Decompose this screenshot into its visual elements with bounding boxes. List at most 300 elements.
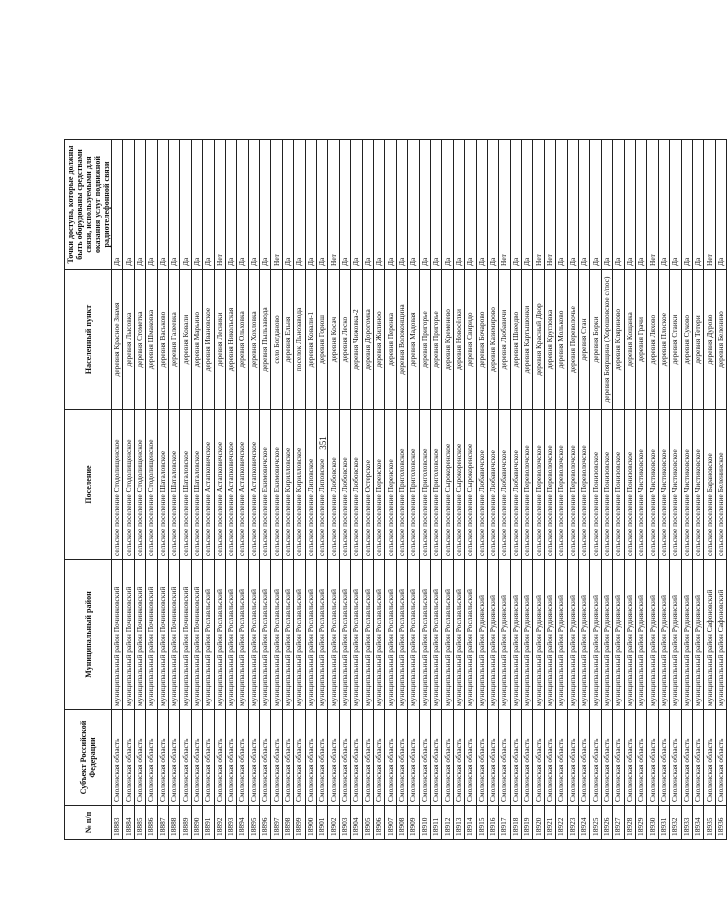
cell-district: муниципальный район Руднянский: [579, 560, 590, 710]
cell-number: 18903: [339, 806, 350, 840]
cell-subject: Смоленская область: [305, 710, 316, 806]
cell-settlement: сельское поселение Перенское: [385, 410, 396, 560]
cell-locality: деревня Галеевка: [168, 270, 179, 410]
cell-access-point: Да: [579, 140, 590, 270]
cell-district: муниципальный район Рославльский: [430, 560, 441, 710]
cell-locality: деревня Перенка: [385, 270, 396, 410]
cell-subject: Смоленская область: [351, 710, 362, 806]
cell-number: 18886: [146, 806, 157, 840]
cell-subject: Смоленская область: [635, 710, 646, 806]
table-row: [567, 140, 578, 840]
cell-locality: деревня Пригорье: [419, 270, 430, 410]
table-row: [635, 140, 646, 840]
table-row: [647, 140, 658, 840]
cell-locality: село Богданово: [271, 270, 282, 410]
cell-locality: деревня Волоконщина: [396, 270, 407, 410]
cell-access-point: Да: [180, 140, 191, 270]
table-row: [704, 140, 715, 840]
cell-district: муниципальный район Рославльский: [214, 560, 225, 710]
cell-subject: Смоленская область: [328, 710, 339, 806]
cell-number: 18918: [510, 806, 521, 840]
cell-settlement: сельское поселение Любавичское: [487, 410, 498, 560]
table-row: [294, 140, 305, 840]
cell-subject: Смоленская область: [112, 710, 123, 806]
cell-district: муниципальный район Рославльский: [408, 560, 419, 710]
cell-access-point: Да: [168, 140, 179, 270]
table-row: [590, 140, 601, 840]
table-row: [692, 140, 703, 840]
table-row: [385, 140, 396, 840]
table-row: [658, 140, 669, 840]
cell-number: 18902: [328, 806, 339, 840]
cell-subject: Смоленская область: [123, 710, 134, 806]
cell-number: 18900: [305, 806, 316, 840]
cell-settlement: сельское поселение Остерское: [362, 410, 373, 560]
cell-locality: деревня Шмаковка: [146, 270, 157, 410]
cell-district: муниципальный район Руднянский: [567, 560, 578, 710]
cell-settlement: сельское поселение Стодолищенское: [146, 410, 157, 560]
table-row: [225, 140, 236, 840]
cell-access-point: Да: [453, 140, 464, 270]
cell-settlement: сельское поселение Липовское: [317, 410, 328, 560]
cell-access-point: Да: [237, 140, 248, 270]
cell-settlement: сельское поселение Сырокоренское: [465, 410, 476, 560]
cell-locality: деревня Марьино: [191, 270, 202, 410]
cell-district: муниципальный район Рославльский: [328, 560, 339, 710]
cell-subject: Смоленская область: [271, 710, 282, 806]
cell-subject: Смоленская область: [339, 710, 350, 806]
table-body: [112, 140, 727, 840]
table-row: [123, 140, 134, 840]
cell-subject: Смоленская область: [294, 710, 305, 806]
cell-settlement: сельское поселение Стодолищенское: [123, 410, 134, 560]
table-row: [476, 140, 487, 840]
cell-district: муниципальный район Руднянский: [533, 560, 544, 710]
cell-locality: деревня Васьково: [157, 270, 168, 410]
cell-settlement: сельское поселение Беленинское: [715, 410, 726, 560]
cell-subject: Смоленская область: [692, 710, 703, 806]
cell-access-point: Да: [522, 140, 533, 270]
cell-district: муниципальный район Рославльский: [294, 560, 305, 710]
cell-number: 18923: [567, 806, 578, 840]
cell-district: муниципальный район Рославльский: [248, 560, 259, 710]
cell-number: 18927: [613, 806, 624, 840]
page-number: 351: [317, 436, 328, 450]
cell-district: муниципальный район Сафоновский: [715, 560, 726, 710]
table-row: [362, 140, 373, 840]
cell-subject: Смоленская область: [522, 710, 533, 806]
cell-access-point: Да: [556, 140, 567, 270]
cell-access-point: Да: [670, 140, 681, 270]
cell-access-point: Да: [146, 140, 157, 270]
cell-access-point: Да: [396, 140, 407, 270]
cell-locality: деревня Косач: [328, 270, 339, 410]
cell-locality: деревня Грачи: [635, 270, 646, 410]
cell-subject: Смоленская область: [476, 710, 487, 806]
cell-subject: Смоленская область: [282, 710, 293, 806]
table-row: [305, 140, 316, 840]
cell-number: 18920: [533, 806, 544, 840]
cell-settlement: сельское поселение Переволочское: [556, 410, 567, 560]
cell-access-point: Да: [248, 140, 259, 270]
cell-number: 18926: [601, 806, 612, 840]
cell-subject: Смоленская область: [533, 710, 544, 806]
cell-access-point: Да: [225, 140, 236, 270]
cell-locality: деревня Лесники: [214, 270, 225, 410]
cell-access-point: Да: [419, 140, 430, 270]
cell-access-point: Да: [408, 140, 419, 270]
cell-district: муниципальный район Починковский: [146, 560, 157, 710]
cell-settlement: сельское поселение Екимовичское: [271, 410, 282, 560]
header-row: [65, 140, 112, 840]
cell-locality: деревня Стометка: [134, 270, 145, 410]
cell-access-point: Да: [510, 140, 521, 270]
settlements-table: [64, 139, 727, 840]
cell-subject: Смоленская область: [624, 710, 635, 806]
cell-number: 18935: [704, 806, 715, 840]
cell-number: 18921: [544, 806, 555, 840]
cell-locality: деревня Тетери: [692, 270, 703, 410]
cell-number: 18887: [157, 806, 168, 840]
cell-number: 18895: [248, 806, 259, 840]
cell-locality: поселок Льнозавода: [294, 270, 305, 410]
cell-district: муниципальный район Рославльский: [317, 560, 328, 710]
cell-access-point: Да: [465, 140, 476, 270]
cell-district: муниципальный район Руднянский: [681, 560, 692, 710]
cell-subject: Смоленская область: [168, 710, 179, 806]
cell-district: муниципальный район Руднянский: [544, 560, 555, 710]
cell-settlement: сельское поселение Астапковичское: [225, 410, 236, 560]
cell-subject: Смоленская область: [704, 710, 715, 806]
cell-settlement: сельское поселение Астапковичское: [248, 410, 259, 560]
cell-settlement: сельское поселение Переволочское: [533, 410, 544, 560]
cell-settlement: сельское поселение Сырокоренское: [442, 410, 453, 560]
cell-settlement: сельское поселение Приголовское: [396, 410, 407, 560]
cell-subject: Смоленская область: [453, 710, 464, 806]
cell-locality: деревня Красный Двор: [533, 270, 544, 410]
cell-settlement: сельское поселение Любовское: [351, 410, 362, 560]
cell-access-point: Да: [681, 140, 692, 270]
cell-settlement: сельское поселение Астапковичское: [203, 410, 214, 560]
cell-subject: Смоленская область: [419, 710, 430, 806]
cell-subject: Смоленская область: [613, 710, 624, 806]
cell-number: 18928: [624, 806, 635, 840]
table-row: [499, 140, 510, 840]
cell-number: 18914: [465, 806, 476, 840]
cell-access-point: Да: [362, 140, 373, 270]
cell-subject: Смоленская область: [248, 710, 259, 806]
cell-subject: Смоленская область: [487, 710, 498, 806]
cell-access-point: Да: [112, 140, 123, 270]
cell-number: 18934: [692, 806, 703, 840]
cell-number: 18925: [590, 806, 601, 840]
cell-locality: деревня Ивановское: [203, 270, 214, 410]
cell-settlement: сельское поселение Переволочское: [522, 410, 533, 560]
cell-settlement: сельское поселение Кирилловское: [294, 410, 305, 560]
cell-district: муниципальный район Сафоновский: [704, 560, 715, 710]
cell-settlement: сельское поселение Барановское: [704, 410, 715, 560]
cell-settlement: сельское поселение Шаталовское: [168, 410, 179, 560]
cell-access-point: Да: [715, 140, 726, 270]
table-row: [180, 140, 191, 840]
cell-district: муниципальный район Руднянский: [487, 560, 498, 710]
cell-number: 18885: [134, 806, 145, 840]
cell-access-point: Да: [487, 140, 498, 270]
cell-subject: Смоленская область: [134, 710, 145, 806]
header-settlement: Поселение: [65, 410, 112, 560]
cell-locality: деревня Пыльзавода: [260, 270, 271, 410]
cell-number: 18894: [237, 806, 248, 840]
cell-access-point: Нет: [328, 140, 339, 270]
cell-number: 18936: [715, 806, 726, 840]
cell-subject: Смоленская область: [556, 710, 567, 806]
cell-locality: деревня Ковали-1: [305, 270, 316, 410]
cell-settlement: сельское поселение Шаталовское: [180, 410, 191, 560]
cell-locality: деревня Дорогомка: [362, 270, 373, 410]
table-row: [214, 140, 225, 840]
cell-locality: деревня Кременево: [442, 270, 453, 410]
cell-access-point: Да: [123, 140, 134, 270]
cell-settlement: сельское поселение Чистиковское: [658, 410, 669, 560]
cell-access-point: Нет: [499, 140, 510, 270]
cell-district: муниципальный район Руднянский: [670, 560, 681, 710]
cell-district: муниципальный район Руднянский: [510, 560, 521, 710]
cell-settlement: сельское поселение Переволочское: [579, 410, 590, 560]
cell-number: 18899: [294, 806, 305, 840]
cell-locality: деревня Бочарово: [476, 270, 487, 410]
table-row: [556, 140, 567, 840]
cell-district: муниципальный район Рославльский: [237, 560, 248, 710]
cell-access-point: Да: [157, 140, 168, 270]
cell-number: 18897: [271, 806, 282, 840]
table-row: [134, 140, 145, 840]
table-row: [453, 140, 464, 840]
table-header: [65, 140, 112, 840]
cell-access-point: Да: [191, 140, 202, 270]
cell-access-point: Да: [339, 140, 350, 270]
cell-number: 18901: [317, 806, 328, 840]
cell-district: муниципальный район Рославльский: [453, 560, 464, 710]
cell-settlement: сельское поселение Понизовское: [613, 410, 624, 560]
cell-subject: Смоленская область: [237, 710, 248, 806]
cell-locality: деревня Переволочье: [567, 270, 578, 410]
cell-number: 18890: [191, 806, 202, 840]
cell-locality: деревня Горюш: [317, 270, 328, 410]
table-row: [601, 140, 612, 840]
cell-subject: Смоленская область: [373, 710, 384, 806]
cell-district: муниципальный район Рославльский: [373, 560, 384, 710]
cell-locality: деревня Хохловка: [248, 270, 259, 410]
cell-subject: Смоленская область: [715, 710, 726, 806]
cell-locality: деревня Казимирово: [487, 270, 498, 410]
rotated-table-container: [64, 140, 725, 840]
cell-settlement: сельское поселение Астапковичское: [237, 410, 248, 560]
cell-district: муниципальный район Руднянский: [635, 560, 646, 710]
table-row: [260, 140, 271, 840]
cell-subject: Смоленская область: [146, 710, 157, 806]
cell-number: 18911: [430, 806, 441, 840]
cell-locality: деревня Мольково: [556, 270, 567, 410]
cell-subject: Смоленская область: [601, 710, 612, 806]
table-row: [282, 140, 293, 840]
cell-number: 18883: [112, 806, 123, 840]
cell-subject: Смоленская область: [647, 710, 658, 806]
cell-locality: деревня Жилиноо: [373, 270, 384, 410]
cell-subject: Смоленская область: [510, 710, 521, 806]
table-row: [613, 140, 624, 840]
cell-locality: деревня Мадовая: [408, 270, 419, 410]
cell-settlement: сельское поселение Шаталовское: [157, 410, 168, 560]
cell-district: муниципальный район Рославльский: [362, 560, 373, 710]
cell-number: 18884: [123, 806, 134, 840]
cell-settlement: сельское поселение Любовское: [339, 410, 350, 560]
cell-locality: деревня Красное Знамя: [112, 270, 123, 410]
cell-subject: Смоленская область: [396, 710, 407, 806]
table-row: [430, 140, 441, 840]
table-row: [487, 140, 498, 840]
cell-access-point: Нет: [647, 140, 658, 270]
cell-number: 18924: [579, 806, 590, 840]
cell-access-point: Да: [601, 140, 612, 270]
cell-locality: деревня Дурово: [704, 270, 715, 410]
cell-access-point: Да: [430, 140, 441, 270]
cell-settlement: сельское поселение Астапковичское: [214, 410, 225, 560]
cell-locality: деревня Любавичи: [499, 270, 510, 410]
cell-locality: деревня Кругловка: [544, 270, 555, 410]
cell-district: муниципальный район Починковский: [112, 560, 123, 710]
cell-district: муниципальный район Починковский: [180, 560, 191, 710]
header-district: Муниципальный район: [65, 560, 112, 710]
cell-number: 18932: [670, 806, 681, 840]
cell-district: муниципальный район Руднянский: [590, 560, 601, 710]
cell-settlement: сельское поселение Липовское: [305, 410, 316, 560]
cell-settlement: сельское поселение Сырокоренское: [453, 410, 464, 560]
table-row: [442, 140, 453, 840]
cell-number: 18904: [351, 806, 362, 840]
cell-locality: деревня Суково: [681, 270, 692, 410]
cell-locality: деревня Ольховка: [237, 270, 248, 410]
cell-settlement: сельское поселение Чистиковское: [647, 410, 658, 560]
cell-settlement: сельское поселение Любавичское: [499, 410, 510, 560]
cell-settlement: сельское поселение Любавичское: [476, 410, 487, 560]
cell-subject: Смоленская область: [180, 710, 191, 806]
cell-locality: деревня Борки: [590, 270, 601, 410]
header-number: № п/п: [65, 806, 112, 840]
cell-locality: деревня Кощанка: [624, 270, 635, 410]
cell-district: муниципальный район Рославльский: [225, 560, 236, 710]
cell-district: муниципальный район Починковский: [134, 560, 145, 710]
cell-access-point: Да: [134, 140, 145, 270]
table-row: [419, 140, 430, 840]
cell-district: муниципальный район Рославльский: [396, 560, 407, 710]
table-row: [715, 140, 726, 840]
cell-district: муниципальный район Руднянский: [624, 560, 635, 710]
cell-settlement: сельское поселение Стодолищенское: [134, 410, 145, 560]
cell-district: муниципальный район Рославльский: [419, 560, 430, 710]
cell-access-point: Да: [203, 140, 214, 270]
table-row: [510, 140, 521, 840]
cell-district: муниципальный район Руднянский: [613, 560, 624, 710]
cell-district: муниципальный район Руднянский: [476, 560, 487, 710]
table-row: [544, 140, 555, 840]
cell-subject: Смоленская область: [214, 710, 225, 806]
table-row: [351, 140, 362, 840]
cell-access-point: Да: [317, 140, 328, 270]
table-row: [146, 140, 157, 840]
cell-settlement: сельское поселение Чистиковское: [681, 410, 692, 560]
cell-subject: Смоленская область: [260, 710, 271, 806]
cell-district: муниципальный район Руднянский: [556, 560, 567, 710]
cell-district: муниципальный район Рославльский: [260, 560, 271, 710]
table-row: [271, 140, 282, 840]
cell-settlement: сельское поселение Любавичское: [510, 410, 521, 560]
cell-number: 18931: [658, 806, 669, 840]
cell-locality: деревня Пригорье: [430, 270, 441, 410]
cell-subject: Смоленская область: [385, 710, 396, 806]
cell-district: муниципальный район Рославльский: [305, 560, 316, 710]
cell-locality: деревня Стан: [579, 270, 590, 410]
cell-number: 18916: [487, 806, 498, 840]
cell-number: 18891: [203, 806, 214, 840]
cell-district: муниципальный район Рославльский: [351, 560, 362, 710]
cell-district: муниципальный район Рославльский: [465, 560, 476, 710]
cell-settlement: сельское поселение Приголовское: [408, 410, 419, 560]
table-row: [203, 140, 214, 840]
cell-number: 18910: [419, 806, 430, 840]
cell-access-point: Да: [613, 140, 624, 270]
cell-access-point: Да: [476, 140, 487, 270]
cell-number: 18933: [681, 806, 692, 840]
cell-settlement: сельское поселение Понизовское: [601, 410, 612, 560]
cell-subject: Смоленская область: [579, 710, 590, 806]
cell-settlement: сельское поселение Кирилловское: [282, 410, 293, 560]
cell-number: 18907: [385, 806, 396, 840]
table-row: [328, 140, 339, 840]
cell-district: муниципальный район Руднянский: [658, 560, 669, 710]
cell-subject: Смоленская область: [465, 710, 476, 806]
cell-number: 18892: [214, 806, 225, 840]
cell-district: муниципальный район Рославльский: [385, 560, 396, 710]
table-row: [670, 140, 681, 840]
cell-subject: Смоленская область: [544, 710, 555, 806]
cell-number: 18917: [499, 806, 510, 840]
cell-settlement: сельское поселение Любовское: [328, 410, 339, 560]
cell-district: муниципальный район Руднянский: [601, 560, 612, 710]
cell-subject: Смоленская область: [203, 710, 214, 806]
cell-settlement: сельское поселение Понизовское: [590, 410, 601, 560]
cell-access-point: Да: [567, 140, 578, 270]
cell-number: 18905: [362, 806, 373, 840]
cell-settlement: сельское поселение Чистиковское: [692, 410, 703, 560]
cell-access-point: Да: [282, 140, 293, 270]
cell-district: муниципальный район Рославльский: [339, 560, 350, 710]
cell-settlement: сельское поселение Чистиковское: [670, 410, 681, 560]
cell-subject: Смоленская область: [670, 710, 681, 806]
cell-access-point: Да: [260, 140, 271, 270]
table-row: [465, 140, 476, 840]
header-locality: Населенный пункт: [65, 270, 112, 410]
cell-locality: деревня Леско: [339, 270, 350, 410]
cell-subject: Смоленская область: [442, 710, 453, 806]
cell-access-point: Да: [442, 140, 453, 270]
cell-number: 18922: [556, 806, 567, 840]
cell-subject: Смоленская область: [567, 710, 578, 806]
header-access-point: Точки доступа, которые должны быть оборудованы средствами связи, используемыми для оказания услуг подвижной радиотелефонной связи: [65, 140, 112, 270]
table-row: [624, 140, 635, 840]
table-row: [191, 140, 202, 840]
table-row: [396, 140, 407, 840]
cell-locality: деревня Свиридо: [465, 270, 476, 410]
